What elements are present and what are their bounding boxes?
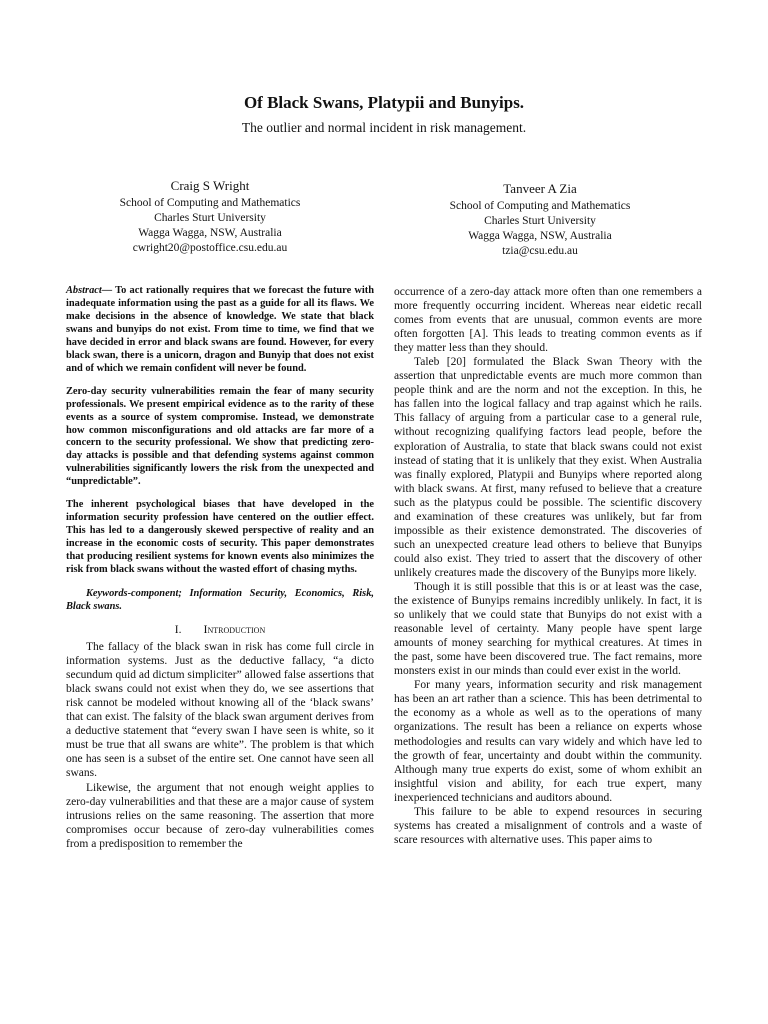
body-paragraph-continued: occurrence of a zero-day attack more often than one remembers a more frequently occurring incident. Whereas near eidetic recall comes from events that are unusual, common events are more often forgotten [A]. This leads to treating common events as if they matter less than they should. xyxy=(394,286,702,355)
section-number: I. xyxy=(174,624,182,637)
author-email: cwright20@postoffice.csu.edu.au xyxy=(132,242,288,254)
right-column xyxy=(394,285,702,847)
body-paragraph-taleb: Taleb [20] formulated the Black Swan Theory with the assertion that unpredictable events are much more common than people think and are the norm and not the exception. In this, he has fallen into the logical fallacy and trap against which he rails. This fallacy of arguing from a particular case to a general rule, without recognizing qualifying factors lead people, before the exploration of Australia, to state that black swans could not exist instead of stating that it is unlikely that they exist. When Australia was finally explored, Platypii and Bunyips where reported along with black swans. At first, many refused to believe that a creature such as the platypus could be possible. The scientific discovery and examination of these creatures was unlikely, but far from impossible as their existence demonstrated. The discoveries of such an unexpected creature lead others to believe that Bunyips could also exist. They tried to assert that the discovery of other unlikely creatures made the discovery of the Bunyips more likely. xyxy=(394,356,702,579)
author-department: School of Computing and Mathematics xyxy=(449,200,631,212)
abstract-paragraph-2: Zero-day security vulnerabilities remain the fear of many security professionals. We present empirical evidence as to the rarity of these events as a source of system compromise. Instead, we demonstrate how common misconfigurations and old attacks are far more of a concern to the security professional. We show that predicting zero-day attacks is possible and that defending systems against common vulnerabilities significantly lowers the risk from the unexpected and “unpredictable”. xyxy=(66,385,374,488)
intro-paragraph-2: Likewise, the argument that not enough weight applies to zero-day vulnerabilities and that these are a major cause of system intrusions relies on the same reasoning. The assertion that more compromises occur because of zero-day vulnerabilities comes from a predisposition to remember the xyxy=(66,781,374,850)
abstract-label: Abstract— xyxy=(66,285,113,296)
abstract-text-1: To act rationally requires that we forecast the future with inadequate information using the past as a guide for all its flaws. We make decisions in the absence of knowledge. We state that black swans and bunyips do not exist. From time to time, we find that we have decided in error and black swans are found. However, for every black swan, there is a unicorn, dragon and Bunyip that does not exist and of which we remain confident will never be found. xyxy=(66,285,374,374)
author-email: tzia@csu.edu.au xyxy=(502,245,578,257)
body-paragraph-security: For many years, information security and risk management has been an art rather than a science. This has been detrimental to the economy as a whole as well as to the operations of many organizations. The result has been a reliance on experts whose methodologies and results can vary widely and which have led to the growth of fear, uncertainty and doubt within the community. Although many true experts do exist, some of whom exhibit an insightful vision and ability, for each true expert, many inexperienced technicians and auditors abound. xyxy=(394,679,702,804)
left-column xyxy=(66,285,374,851)
author-block-2 xyxy=(420,181,660,259)
intro-paragraph-1: The fallacy of the black swan in risk has come full circle in information systems. Just as the deductive fallacy, “a dicto secundum quid ad dictum simpliciter” allowed false assertions that black swans could not exist when they do, we see assertions that risk cannot be modeled without knowing all of the ‘black swans’ that can exist. The falsity of the black swan argument derives from a deductive statement that “every swan I have seen is white, so it must be true that all swans are white”. The problem is that which one has seen is a subset of the entire set. One cannot have seen all swans. xyxy=(66,641,374,780)
author-department: School of Computing and Mathematics xyxy=(119,197,301,209)
body-paragraph-bunyips: Though it is still possible that this is or at least was the case, the existence of Bunyips remains incredibly unlikely. In fact, it is so unlikely that we could state that Bunyips do not exist with a reasonable level of certainty. Many people have spent large amounts of money searching for mythical creatures. At times in the past, some have been discovered true. The fact remains, more monsters exist in our minds than could ever exist in the world. xyxy=(394,580,702,678)
abstract-paragraph-3: The inherent psychological biases that have developed in the information security profession have centered on the outlier effect. This has led to a dangerously skewed perspective of reality and an increase in the economic costs of security. This paper demonstrates that producing resilient systems for known events also minimizes the risk from black swans without the wasted effort of chasing myths. xyxy=(66,499,374,576)
author-name: Tanveer A Zia xyxy=(503,181,577,196)
section-title: Introduction xyxy=(203,622,266,637)
keywords: Keywords-component; Information Security, Economics, Risk, Black swans. xyxy=(66,588,374,613)
author-university: Charles Sturt University xyxy=(154,212,266,224)
body-paragraph-failure: This failure to be able to expend resources in securing systems has created a misalignment of controls and a waste of scare resources with alternative uses. This paper aims to xyxy=(394,805,702,846)
section-heading-introduction xyxy=(66,622,374,637)
author-university: Charles Sturt University xyxy=(484,215,596,227)
author-location: Wagga Wagga, NSW, Australia xyxy=(468,230,612,242)
author-block-1 xyxy=(90,178,330,256)
paper-subtitle: The outlier and normal incident in risk management. xyxy=(241,120,527,135)
abstract-paragraph-1 xyxy=(66,285,374,376)
author-location: Wagga Wagga, NSW, Australia xyxy=(138,227,282,239)
paper-title: Of Black Swans, Platypii and Bunyips. xyxy=(243,93,525,112)
author-name: Craig S Wright xyxy=(170,178,250,193)
